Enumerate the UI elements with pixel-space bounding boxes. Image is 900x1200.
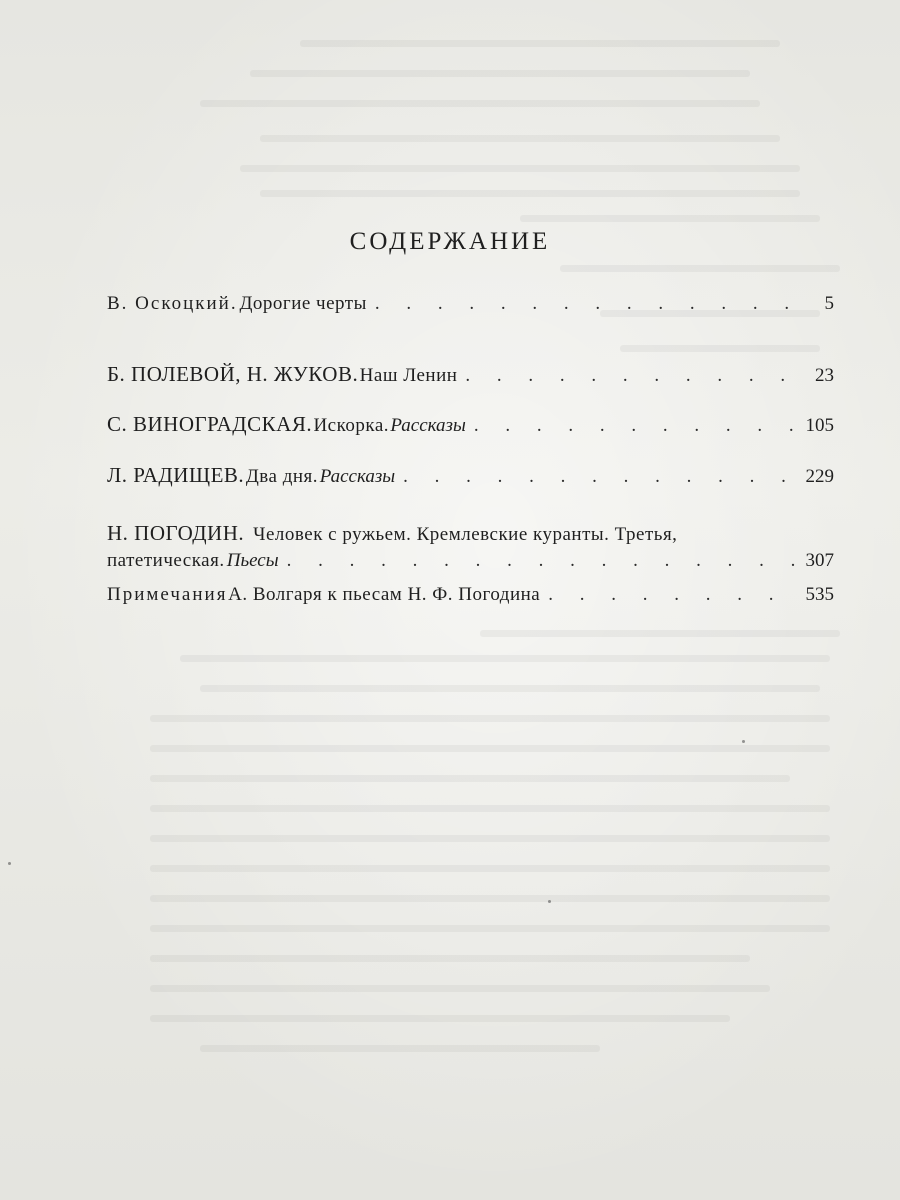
toc-entry-genre: Пьесы	[226, 550, 279, 571]
toc-entry-page: 105	[805, 415, 834, 436]
dot-leader	[474, 414, 800, 438]
dot-leader	[403, 465, 799, 489]
toc-entry	[107, 362, 834, 388]
toc-entry-title-line1: Человек с ружьем. Кремлевские куранты. Третья,	[253, 524, 678, 545]
dot-leader	[548, 583, 799, 607]
toc-entry-genre: Рассказы	[390, 415, 466, 436]
toc-entry-title: А. Волгаря к пьесам Н. Ф. Погодина	[228, 584, 541, 605]
toc-entry-page: 23	[815, 365, 834, 386]
toc-entry-page: 5	[824, 293, 834, 314]
toc-entry-page: 229	[805, 466, 834, 487]
toc-entry-author: Л. РАДИЩЕВ.	[107, 463, 245, 487]
dot-leader	[465, 364, 809, 388]
toc-entry	[107, 521, 834, 573]
toc-entry-title: Искорка.	[313, 415, 389, 436]
toc-entry-title: Дорогие черты	[239, 293, 367, 314]
toc-entry-author: В. Оскоцкий.	[107, 293, 238, 314]
toc-entry	[107, 463, 834, 489]
toc-entry	[107, 292, 834, 316]
toc-entry	[107, 583, 834, 607]
toc-entry	[107, 412, 834, 438]
dot-leader	[287, 549, 800, 573]
toc-entry-title: Наш Ленин	[359, 365, 458, 386]
toc-entry-title-line2: патетическая.	[107, 550, 225, 571]
paper-speck	[742, 740, 745, 743]
toc-entry-author: Н. ПОГОДИН.	[107, 521, 245, 545]
paper-speck	[8, 862, 11, 865]
toc-entry-page: 307	[805, 550, 834, 571]
paper-speck	[548, 900, 551, 903]
page-title: СОДЕРЖАНИЕ	[349, 228, 551, 255]
toc-entry-title: Два дня.	[245, 466, 319, 487]
toc-entry-author: С. ВИНОГРАДСКАЯ.	[107, 412, 313, 436]
toc-entry-author: Примечания	[107, 584, 228, 605]
toc-entry-author: Б. ПОЛЕВОЙ, Н. ЖУКОВ.	[107, 362, 359, 386]
toc-entry-page: 535	[805, 584, 834, 605]
dot-leader	[375, 292, 814, 316]
toc-entry-genre: Рассказы	[319, 466, 396, 487]
